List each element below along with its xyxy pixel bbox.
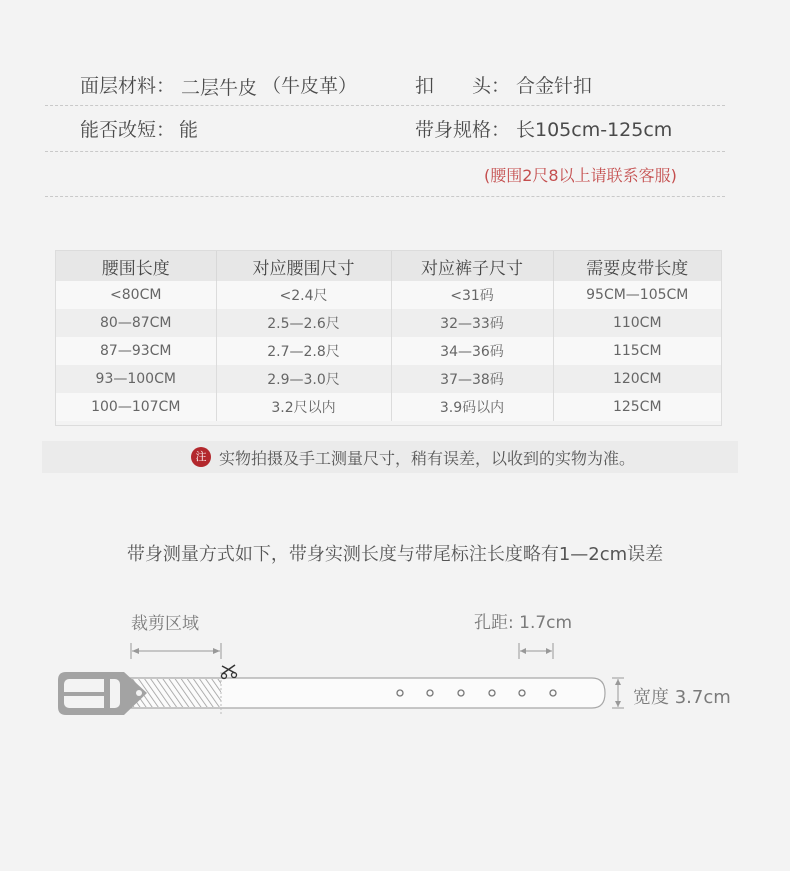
length-value: 长105cm-125cm (516, 119, 673, 141)
table-cell: 2.9—3.0尺 (216, 365, 391, 393)
table-row (56, 309, 721, 337)
header-waist-length: 腰围长度 (56, 251, 216, 281)
notice-text: 实物拍摄及手工测量尺寸，稍有误差，以收到的实物为准。 (219, 449, 636, 468)
length-label: 带身规格： (415, 119, 511, 141)
table-cell: 95CM—105CM (553, 281, 721, 309)
table-cell: 87—93CM (56, 337, 216, 365)
buckle-value: 合金针扣 (516, 75, 593, 97)
table-cell: 120CM (553, 365, 721, 393)
table-cell: 37—38码 (391, 365, 553, 393)
table-row (56, 365, 721, 393)
table-header-row (56, 251, 721, 281)
table-cell: <31码 (391, 281, 553, 309)
header-waist-size: 对应腰围尺寸 (216, 251, 391, 281)
width-label: 宽度 3.7cm (633, 687, 731, 708)
cut-area-label: 裁剪区域 (131, 614, 199, 634)
table-cell: <2.4尺 (216, 281, 391, 309)
hole-spacing-dimension (519, 643, 553, 659)
table-cell: 32—33码 (391, 309, 553, 337)
table-cell: <80CM (56, 281, 216, 309)
measurement-title: 带身测量方式如下，带身实测长度与带尾标注长度略有1—2cm误差 (126, 544, 664, 565)
material-value: 二层牛皮 (181, 77, 258, 99)
table-cell: 80—87CM (56, 309, 216, 337)
table-cell: 125CM (553, 393, 721, 421)
table-cell: 110CM (553, 309, 721, 337)
table-row (56, 337, 721, 365)
table-cell: 115CM (553, 337, 721, 365)
shorten-label: 能否改短： (80, 119, 176, 141)
shorten-value: 能 (179, 119, 199, 141)
table-cell: 3.2尺以内 (216, 393, 391, 421)
notice-icon: 注 (191, 447, 211, 467)
divider (45, 105, 725, 106)
material-note: （牛皮革） (262, 75, 358, 97)
cut-area-dimension (131, 643, 221, 659)
width-dimension (612, 678, 624, 708)
divider (45, 151, 725, 152)
buckle-label: 扣 头： (415, 75, 511, 97)
size-table (56, 251, 721, 421)
waist-contact-note: (腰围2尺8以上请联系客服) (484, 166, 677, 185)
table-row (56, 393, 721, 421)
hole-spacing-label: 孔距: 1.7cm (474, 613, 573, 633)
material-label: 面层材料： (80, 75, 176, 97)
table-cell: 2.5—2.6尺 (216, 309, 391, 337)
header-belt-length: 需要皮带长度 (553, 251, 721, 281)
table-cell: 93—100CM (56, 365, 216, 393)
table-cell: 34—36码 (391, 337, 553, 365)
header-pants-size: 对应裤子尺寸 (391, 251, 553, 281)
belt-diagram (0, 630, 790, 730)
table-cell: 2.7—2.8尺 (216, 337, 391, 365)
table-row (56, 281, 721, 309)
table-cell: 3.9码以内 (391, 393, 553, 421)
divider (45, 196, 725, 197)
table-cell: 100—107CM (56, 393, 216, 421)
scissors-icon (222, 665, 237, 679)
